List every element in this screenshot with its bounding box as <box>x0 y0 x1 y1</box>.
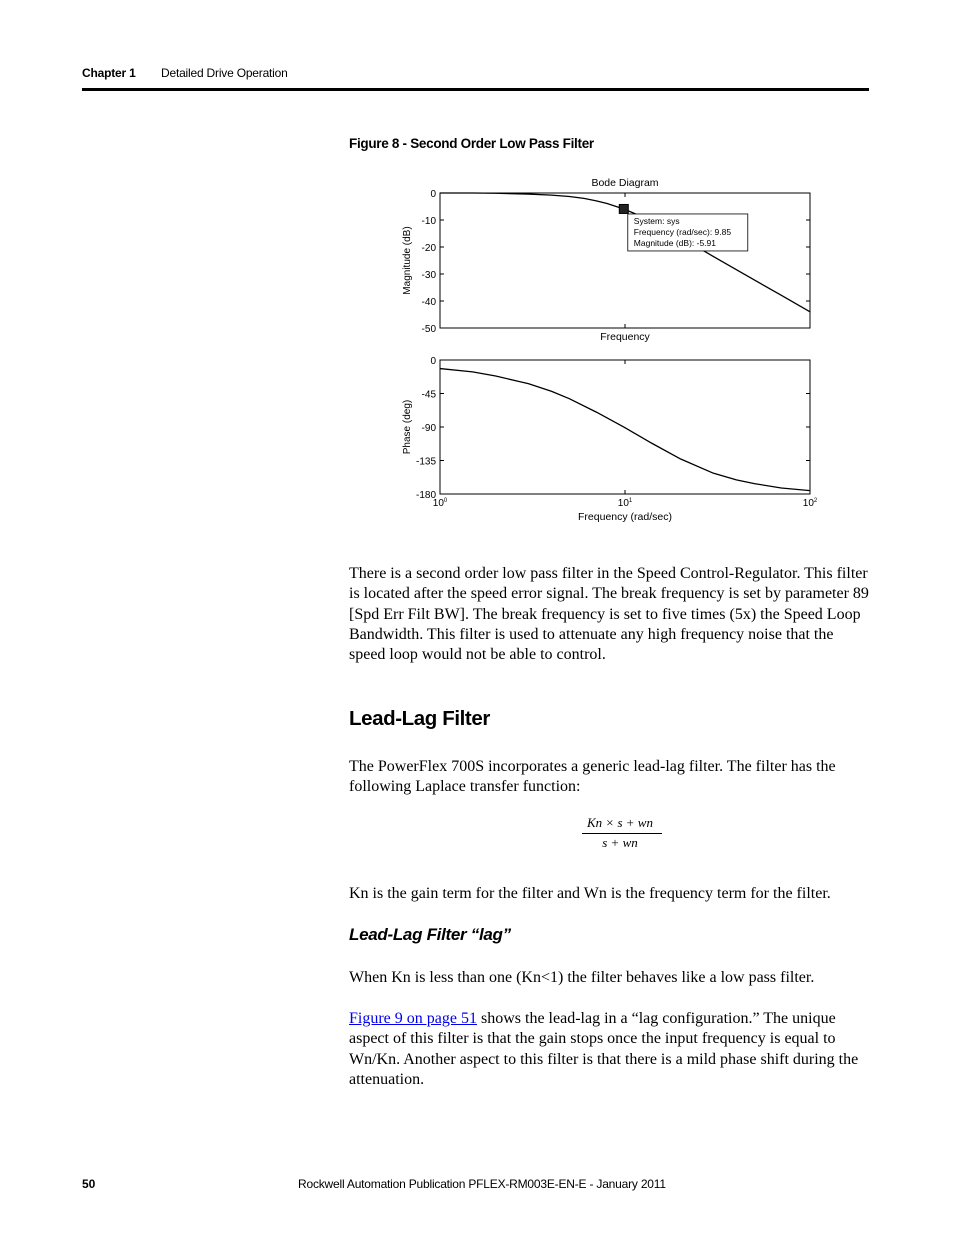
magnitude-ylabel: Magnitude (dB) <box>402 226 413 295</box>
paragraph-lead-lag-intro: The PowerFlex 700S incorporates a generic lead-lag filter. The filter has the following Laplace transfer function: <box>349 758 836 796</box>
phase-xtick-label: $10^1$ <box>617 498 633 509</box>
transfer-function <box>560 815 680 851</box>
section-title: Detailed Drive Operation <box>161 66 288 80</box>
datatip-marker <box>619 204 628 213</box>
phase-ytick-label: -135 <box>415 456 436 468</box>
page-header <box>82 66 869 92</box>
magnitude-ytick-label: -20 <box>421 243 436 254</box>
magnitude-xlabel: Frequency <box>600 331 650 343</box>
phase-ylabel: Phase (deg) <box>402 399 413 455</box>
phase-ytick-label: -45 <box>421 389 436 401</box>
formula-denominator: s + wn <box>602 835 638 850</box>
bode-diagram <box>380 170 830 535</box>
paragraph-figure-reference-text: shows the lead-lag in a “lag configuration.” The unique aspect of this filter is that the gain stops once the input frequency is equal to Wn/Kn. Another aspect to this filter is that there is a mild phase shift during the attenuation. <box>349 1010 859 1088</box>
phase-ytick-label: 0 <box>430 356 436 367</box>
paragraph-terms: Kn is the gain term for the filter and Wn is the frequency term for the filter. <box>349 885 831 902</box>
magnitude-ytick-label: -40 <box>421 297 436 308</box>
figure-9-link[interactable]: Figure 9 on page 51 <box>349 1010 477 1027</box>
formula-numerator: Kn × s + wn <box>587 815 653 830</box>
phase-xlabel: Frequency (rad/sec) <box>578 511 672 523</box>
paragraph-filter-description: There is a second order low pass filter in the Speed Control-Regulator. This filter is located after the speed error signal. The break frequency is set by parameter 89 [Spd Err Filt BW]. The break frequency is set to five times (5x) the Speed Loop Bandwidth. This filter is used to attenuate any high frequency noise that the speed loop would not be able to control. <box>349 565 869 664</box>
figure-caption: Figure 8 - Second Order Low Pass Filter <box>349 136 594 151</box>
magnitude-ytick-label: -50 <box>421 324 436 335</box>
phase-curve <box>440 369 810 491</box>
phase-xtick-label: $10^2$ <box>802 498 818 509</box>
phase-xtick-label: $10^0$ <box>432 498 448 509</box>
header-rule <box>82 88 869 91</box>
page-number: 50 <box>82 1177 96 1191</box>
subsection-heading: Lead-Lag Filter “lag” <box>349 925 511 944</box>
publication-info: Rockwell Automation Publication PFLEX-RM003E-EN-E - January 2011 <box>298 1177 666 1191</box>
datatip-line: Frequency (rad/sec): 9.85 <box>633 226 732 237</box>
datatip-line: System: sys <box>633 215 680 226</box>
paragraph-figure-reference <box>349 1009 871 1090</box>
section-heading: Lead-Lag Filter <box>349 707 490 730</box>
phase-ytick-label: -90 <box>421 423 436 434</box>
phase-ytick-label: -180 <box>415 490 436 501</box>
paragraph-lag-behavior: When Kn is less than one (Kn<1) the filter behaves like a low pass filter. <box>349 969 815 986</box>
magnitude-ytick-label: -10 <box>421 216 436 227</box>
chapter-label: Chapter 1 <box>82 66 136 80</box>
datatip-line: Magnitude (dB): -5.91 <box>633 237 717 248</box>
magnitude-ytick-label: 0 <box>430 189 436 200</box>
magnitude-ytick-label: -30 <box>421 270 436 281</box>
chart-title: Bode Diagram <box>591 177 659 189</box>
